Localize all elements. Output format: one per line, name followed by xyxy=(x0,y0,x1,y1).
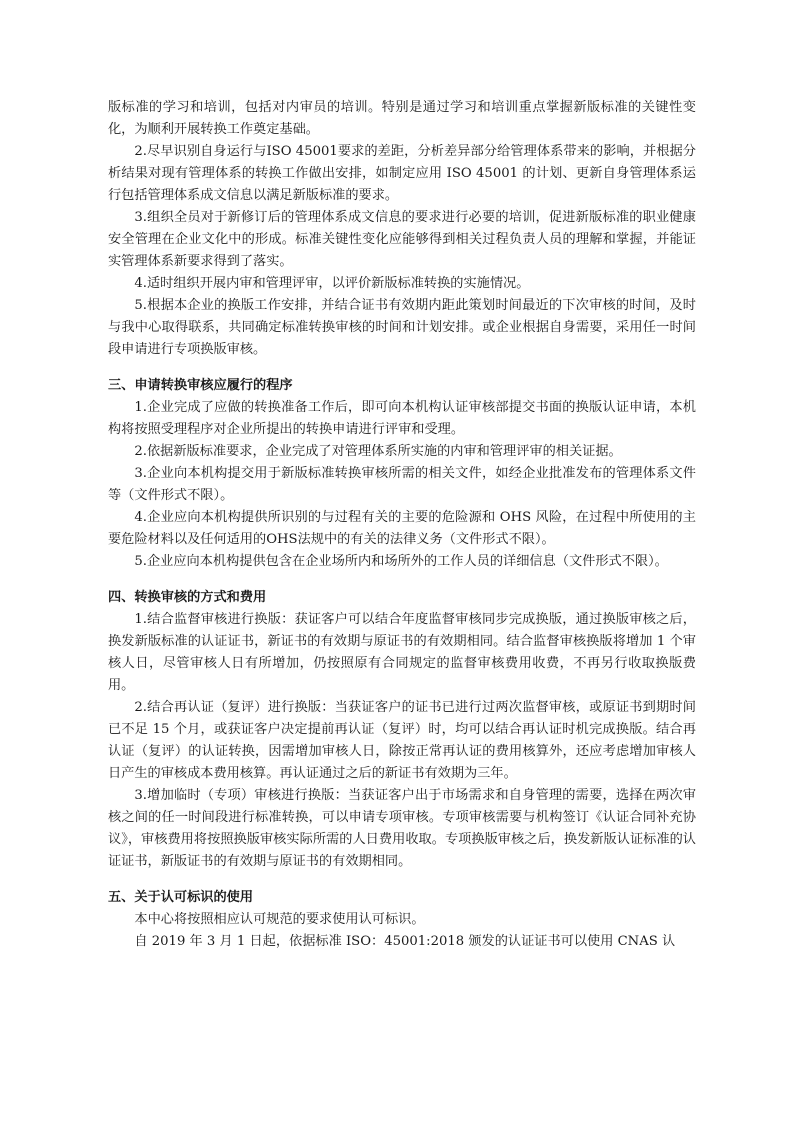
document-page xyxy=(108,97,696,953)
procedure-item-4: 4.企业应向本机构提供所识别的与过程有关的主要的危险源和 OHS 风险，在过程中所使用的主要危险材料以及任何适用的OHS法规中的有关的法律义务（文件形式不限）。 xyxy=(108,510,696,547)
intro-item-4: 4.适时组织开展内审和管理评审，以评价新版标准转换的实施情况。 xyxy=(134,276,530,291)
intro-item-3: 3.组织全员对于新修订后的管理体系成文信息的要求进行必要的培训，促进新版标准的职业健康安全管理在企业文化中的形成。标准关键性变化应能够得到相关过程负责人员的理解和掌握，并能证实管理体系新要求得到了落实。 xyxy=(108,210,696,269)
intro-block xyxy=(108,97,696,361)
section-accreditation-mark xyxy=(108,887,696,953)
section-application-procedure xyxy=(108,375,696,573)
procedure-item-3: 3.企业向本机构提交用于新版标准转换审核所需的相关文件，如经企业批准发布的管理体系文件等（文件形式不限）。 xyxy=(108,466,696,503)
intro-lead-paragraph: 版标准的学习和培训，包括对内审员的培训。特别是通过学习和培训重点掌握新版标准的关键性变化，为顺利开展转换工作奠定基础。 xyxy=(108,100,696,137)
mark-item-2: 自 2019 年 3 月 1 日起，依据标准 ISO：45001:2018 颁发的认证证书可以使用 CNAS 认 xyxy=(134,934,676,949)
intro-item-2: 2.尽早识别自身运行与ISO 45001要求的差距，分析差异部分给管理体系带来的影响，并根据分析结果对现有管理体系的转换工作做出安排，如制定应用 ISO 45001 的计划、更新自身管理体系运行包括管理体系成文信息以满足新版标准的要求。 xyxy=(108,144,696,203)
section-heading: 五、关于认可标识的使用 xyxy=(108,890,254,905)
procedure-item-2: 2.依据新版标准要求，企业完成了对管理体系所实施的内审和管理评审的相关证据。 xyxy=(134,444,622,459)
section-audit-methods-and-fees xyxy=(108,587,696,873)
intro-item-5: 5.根据本企业的换版工作安排，并结合证书有效期内距此策划时间最近的下次审核的时间，及时与我中心取得联系，共同确定标准转换审核的时间和计划安排。或企业根据自身需要，采用任一时间段申请进行专项换版审核。 xyxy=(108,298,696,357)
method-item-2: 2.结合再认证（复评）进行换版：当获证客户的证书已进行过两次监督审核，或原证书到期时间已不足 15 个月，或获证客户决定提前再认证（复评）时，均可以结合再认证时机完成换版。结合再认证（复评）的认证转换，因需增加审核人日，除按正常再认证的费用核算外，还应考虑增加审核人日产生的审核成本费用核算。再认证通过之后的新证书有效期为三年。 xyxy=(108,700,696,781)
method-item-1: 1.结合监督审核进行换版：获证客户可以结合年度监督审核同步完成换版，通过换版审核之后，换发新版标准的认证证书，新证书的有效期与原证书的有效期相同。结合监督审核换版将增加 1 个审核人日，尽管审核人日有所增加，仍按照原有合同规定的监督审核费用收费，不再另行收取换版费用。 xyxy=(108,612,696,693)
section-heading: 四、转换审核的方式和费用 xyxy=(108,590,267,605)
procedure-item-1: 1.企业完成了应做的转换准备工作后，即可向本机构认证审核部提交书面的换版认证申请，本机构将按照受理程序对企业所提出的转换申请进行评审和受理。 xyxy=(108,400,696,437)
section-heading: 三、申请转换审核应履行的程序 xyxy=(108,378,293,393)
mark-item-1: 本中心将按照相应认可规范的要求使用认可标识。 xyxy=(134,912,425,927)
procedure-item-5: 5.企业应向本机构提供包含在企业场所内和场所外的工作人员的详细信息（文件形式不限）。 xyxy=(134,554,668,569)
method-item-3: 3.增加临时（专项）审核进行换版：当获证客户出于市场需求和自身管理的需要，选择在两次审核之间的任一时间段进行标准转换，可以申请专项审核。专项审核需要与机构签订《认证合同补充协议》，审核费用将按照换版审核实际所需的人日费用收取。专项换版审核之后，换发新版认证标准的认证证书，新版证书的有效期与原证书的有效期相同。 xyxy=(108,788,696,869)
